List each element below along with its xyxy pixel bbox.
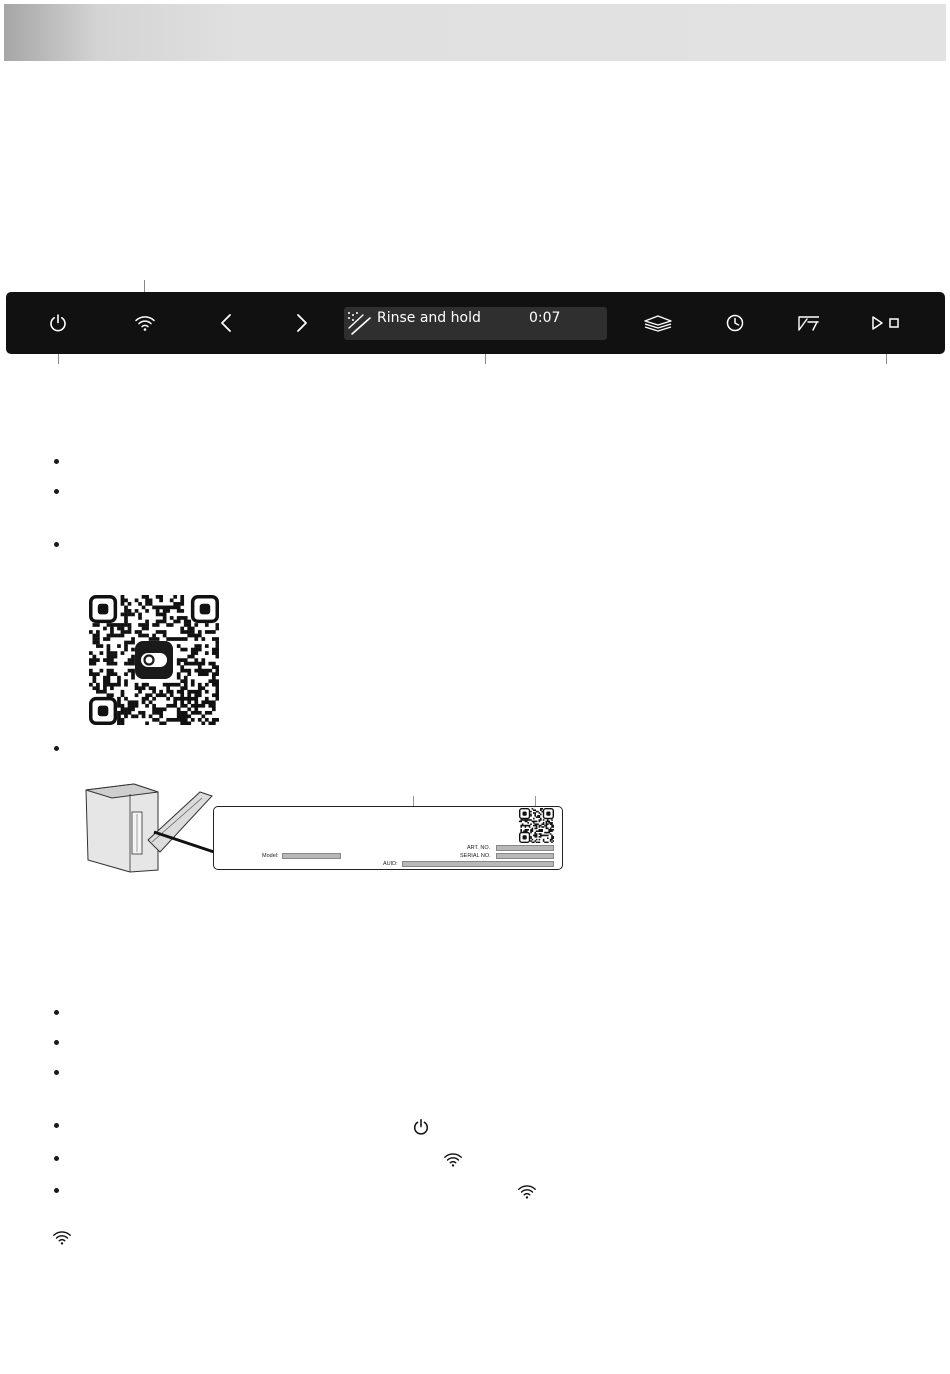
wifi-icon bbox=[52, 1229, 72, 1246]
model-value bbox=[282, 853, 341, 859]
options-button[interactable] bbox=[642, 292, 674, 354]
power-button[interactable] bbox=[44, 292, 72, 354]
serial-no-label: SERIAL NO. bbox=[460, 853, 491, 859]
wifi-button[interactable] bbox=[132, 292, 158, 354]
wifi-icon bbox=[517, 1183, 537, 1200]
door-open-icon bbox=[795, 313, 821, 333]
start-stop-button[interactable] bbox=[868, 292, 904, 354]
chevron-right-icon bbox=[295, 313, 309, 333]
wifi-icon bbox=[443, 1151, 463, 1168]
next-button[interactable] bbox=[290, 292, 314, 354]
delay-start-button[interactable] bbox=[722, 292, 748, 354]
clock-icon bbox=[725, 313, 745, 333]
chevron-left-icon bbox=[219, 313, 233, 333]
inline-wifi-icon-wrap bbox=[443, 1151, 463, 1168]
bullet bbox=[54, 489, 59, 494]
bullet bbox=[54, 746, 59, 751]
auid-label: AUID: bbox=[383, 861, 398, 867]
model-label: Model: bbox=[262, 853, 279, 859]
art-no-value bbox=[496, 845, 554, 851]
bullet bbox=[54, 1188, 59, 1193]
bullet bbox=[54, 1010, 59, 1015]
bullet bbox=[54, 1070, 59, 1075]
rating-plate-qr-code bbox=[519, 808, 554, 843]
wifi-icon bbox=[134, 314, 156, 332]
smartthings-qr-code bbox=[89, 595, 219, 725]
art-no-label: ART. NO. bbox=[467, 845, 491, 851]
inline-wifi-icon-wrap bbox=[52, 1229, 72, 1246]
rinse-spray-icon bbox=[346, 310, 374, 336]
bullet bbox=[54, 1156, 59, 1161]
bullet bbox=[54, 542, 59, 547]
bullet bbox=[54, 459, 59, 464]
auto-door-open-button[interactable] bbox=[794, 292, 822, 354]
previous-button[interactable] bbox=[214, 292, 238, 354]
serial-no-value bbox=[496, 853, 554, 859]
header-band bbox=[4, 4, 946, 61]
bullet bbox=[54, 1040, 59, 1045]
program-time: 0:07 bbox=[529, 310, 561, 326]
power-icon bbox=[48, 313, 68, 333]
smartthings-logo-icon bbox=[135, 641, 173, 679]
inline-wifi-icon-wrap bbox=[517, 1183, 537, 1200]
play-stop-icon bbox=[869, 314, 903, 332]
program-name: Rinse and hold bbox=[377, 310, 481, 326]
dishwasher-illustration bbox=[84, 780, 216, 875]
auid-value bbox=[402, 861, 554, 867]
inline-power-icon-wrap bbox=[412, 1118, 430, 1136]
layers-icon bbox=[643, 313, 673, 333]
power-icon bbox=[412, 1118, 430, 1136]
bullet bbox=[54, 1123, 59, 1128]
